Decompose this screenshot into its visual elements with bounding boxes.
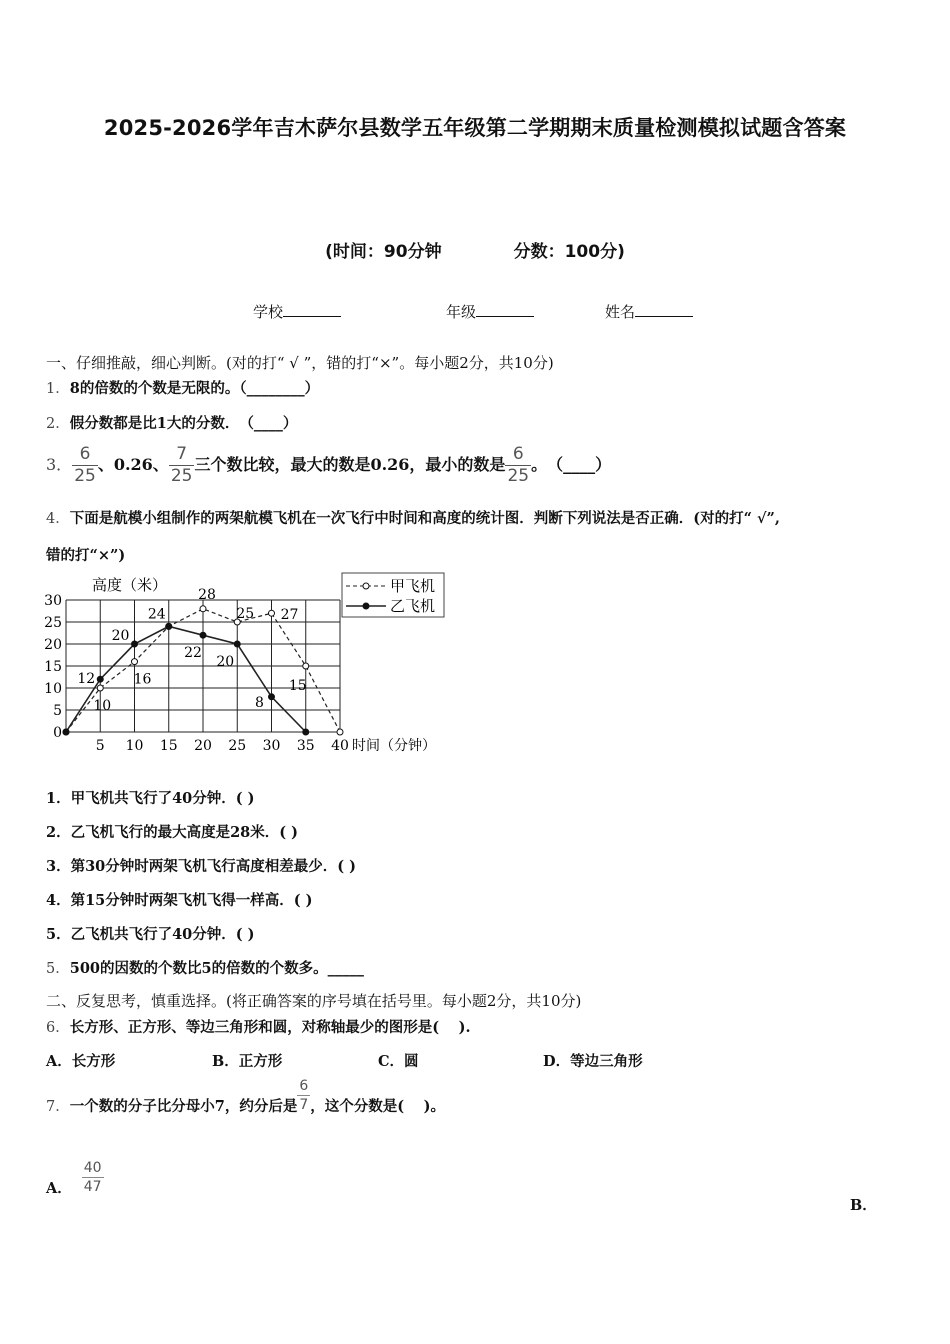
section2-heading: 二、反复思考，慎重选择。(将正确答案的序号填在括号里。每小题2分，共10分) xyxy=(46,992,582,1010)
option-6d[interactable]: D．等边三角形 xyxy=(543,1053,643,1070)
fraction-6-25-a: $\frac{6}{25}$ xyxy=(74,444,96,486)
data-label-yi-20: 22 xyxy=(184,645,202,662)
data-point-jia-10 xyxy=(132,659,138,665)
question-1-number: 1． xyxy=(46,381,70,397)
legend-jia-label: 甲飞机 xyxy=(390,577,436,595)
data-point-jia-30 xyxy=(269,610,275,616)
x-axis-label: 时间（分钟） xyxy=(352,738,436,754)
question-3 xyxy=(46,440,611,490)
question-5-number: 5． xyxy=(46,961,70,977)
subquestion-4: 4．第15分钟时两架飞机飞得一样高．( ) xyxy=(46,892,313,909)
data-label-yi-15: 24 xyxy=(147,606,166,623)
data-point-yi-35 xyxy=(303,729,309,735)
question-3-number: 3． xyxy=(46,455,73,474)
question-4-line2: 错的打“×”) xyxy=(46,547,126,564)
name-blank[interactable] xyxy=(635,302,693,317)
y-axis-label: 高度（米） xyxy=(92,576,168,594)
section1-heading: 一、仔细推敲，细心判断。(对的打“ √ ”，错的打“×”。每小题2分，共10分) xyxy=(46,354,554,372)
y-tick-label-3: 15 xyxy=(44,659,62,675)
data-label-jia-25: 25 xyxy=(236,606,255,622)
y-tick-label-5: 25 xyxy=(44,615,62,631)
data-label-jia-5: 10 xyxy=(93,698,112,714)
data-label-yi-5: 12 xyxy=(77,671,96,688)
question-4 xyxy=(46,507,780,528)
option-6a[interactable]: A．长方形 xyxy=(46,1053,116,1070)
legend-yi-label: 乙飞机 xyxy=(390,597,436,615)
y-tick-label-2: 10 xyxy=(44,681,62,697)
question-1 xyxy=(46,377,319,398)
subquestion-2: 2．乙飞机飞行的最大高度是28米．( ) xyxy=(46,824,299,841)
grade-field[interactable] xyxy=(446,301,534,322)
fraction-6-25-b: $\frac{6}{25}$ xyxy=(507,444,530,486)
grade-blank[interactable] xyxy=(476,302,534,317)
question-6 xyxy=(46,1016,471,1037)
school-blank[interactable] xyxy=(283,302,341,317)
question-3-mid: 、0.26、 xyxy=(97,455,169,474)
y-tick-label-0: 0 xyxy=(53,725,62,741)
question-3-text: 三个数比较，最大的数是0.26，最小的数是 xyxy=(194,455,506,474)
data-point-yi-30 xyxy=(269,694,275,700)
y-tick-label-1: 5 xyxy=(53,703,62,719)
subquestion-3: 3．第30分钟时两架飞机飞行高度相差最少．( ) xyxy=(46,858,357,875)
name-label: 姓名 xyxy=(605,303,636,321)
grade-label: 年级 xyxy=(446,303,477,321)
data-point-yi-10 xyxy=(132,641,138,647)
y-tick-label-4: 20 xyxy=(44,637,62,653)
data-point-yi-0 xyxy=(63,729,69,735)
subquestion-5: 5．乙飞机共飞行了40分钟．( ) xyxy=(46,926,255,943)
question-5-text: 500的因数的个数比5的倍数的个数多。_____ xyxy=(69,960,364,977)
option-7a[interactable]: A． $\frac{40}{47}$ xyxy=(46,1159,102,1197)
question-7-text: 一个数的分子比分母小7，约分后是 xyxy=(69,1098,298,1115)
data-label-yi-10: 20 xyxy=(111,628,130,644)
data-label-jia-20: 28 xyxy=(198,586,216,603)
data-point-jia-20 xyxy=(200,606,206,612)
exam-score: 分数：100分) xyxy=(513,242,625,262)
school-label: 学校 xyxy=(253,303,284,321)
data-label-jia-10: 16 xyxy=(133,671,152,688)
x-tick-label-3: 15 xyxy=(159,738,178,754)
data-point-jia-40 xyxy=(337,729,343,735)
question-7-number: 7． xyxy=(46,1099,70,1115)
data-point-yi-15 xyxy=(166,623,172,629)
fraction-7-25: $\frac{7}{25}$ xyxy=(170,444,193,486)
question-3-tail: 。 （____） xyxy=(531,455,612,474)
question-7-tail: ，这个分数是( )。 xyxy=(310,1098,446,1115)
data-label-yi-30: 8 xyxy=(255,694,264,711)
question-2-number: 2． xyxy=(46,416,70,432)
school-field[interactable] xyxy=(253,301,341,322)
option-7b[interactable]: B． xyxy=(850,1197,877,1214)
option-6b[interactable]: B．正方形 xyxy=(212,1053,283,1070)
question-6-number: 6． xyxy=(46,1020,70,1036)
fraction-6-7: $\frac{6}{7}$ xyxy=(299,1077,309,1113)
data-point-jia-5 xyxy=(97,685,103,691)
line-chart xyxy=(40,570,460,760)
question-4-number: 4． xyxy=(46,511,70,527)
data-label-jia-35: 15 xyxy=(288,678,307,694)
subquestion-1: 1．甲飞机共飞行了40分钟．( ) xyxy=(46,790,255,807)
question-2-text: 假分数都是比1大的分数． （____） xyxy=(69,415,298,432)
question-6-text: 长方形、正方形、等边三角形和圆，对称轴最少的图形是( ). xyxy=(69,1019,471,1036)
question-4-line1: 下面是航模小组制作的两架航模飞机在一次飞行中时间和高度的统计图．判断下列说法是否正确．(对的打“ √”, xyxy=(69,510,780,527)
data-label-yi-25: 20 xyxy=(216,654,235,670)
x-tick-label-4: 20 xyxy=(194,738,212,754)
question-5 xyxy=(46,957,364,978)
fraction-40-47: $\frac{40}{47}$ xyxy=(83,1159,102,1195)
legend-jia-marker xyxy=(363,583,369,589)
data-label-jia-30: 27 xyxy=(280,607,299,624)
x-tick-label-8: 40 xyxy=(331,738,349,754)
option-6c[interactable]: C．圆 xyxy=(378,1053,419,1070)
name-field[interactable] xyxy=(605,301,693,322)
x-tick-label-5: 25 xyxy=(228,738,247,754)
data-point-yi-20 xyxy=(200,632,206,638)
y-tick-label-6: 30 xyxy=(44,593,62,609)
exam-time: (时间：90分钟 xyxy=(325,242,442,262)
x-tick-label-7: 35 xyxy=(296,738,315,754)
question-1-text: 8的倍数的个数是无限的。（________） xyxy=(69,380,320,397)
data-point-jia-35 xyxy=(303,663,309,669)
x-tick-label-2: 10 xyxy=(125,738,144,754)
question-2 xyxy=(46,412,297,433)
x-tick-label-6: 30 xyxy=(262,738,281,754)
x-tick-label-1: 5 xyxy=(95,738,105,754)
exam-info xyxy=(0,237,950,262)
legend-yi-marker xyxy=(363,603,369,609)
page-title: 2025-2026学年吉木萨尔县数学五年级第二学期期末质量检测模拟试题含答案 xyxy=(103,116,847,140)
question-7 xyxy=(46,1077,446,1132)
data-point-yi-5 xyxy=(97,676,103,682)
data-point-yi-25 xyxy=(234,641,240,647)
